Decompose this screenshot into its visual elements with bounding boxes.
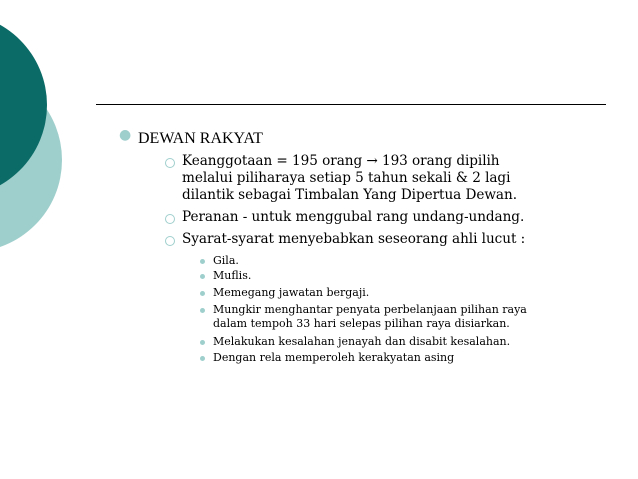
bullet-dot-icon	[200, 259, 205, 264]
point-line: Keanggotaan = 195 orang → 193 orang dipilih	[182, 153, 500, 169]
bullet-ring-icon	[165, 214, 175, 224]
bullet-dot-icon	[200, 356, 205, 361]
subpoint-line: Memegang jawatan bergaji.	[213, 286, 370, 299]
subpoint-line: Melakukan kesalahan jenayah dan disabit kesalahan.	[213, 335, 511, 348]
subpoint-line: Mungkir menghantar penyata perbelanjaan pilihan raya	[213, 303, 527, 316]
slide-heading: DEWAN RAKYAT	[138, 130, 263, 147]
bullet-dot-icon	[200, 274, 205, 279]
point-line: dilantik sebagai Timbalan Yang Dipertua Dewan.	[182, 187, 517, 203]
bullet-ring-icon	[165, 236, 175, 246]
subpoint-line: Dengan rela memperoleh kerakyatan asing	[213, 351, 455, 364]
subpoint-criminal	[213, 335, 593, 349]
subpoint-line: dalam tempoh 33 hari selepas pilihan raya disiarkan.	[213, 317, 510, 330]
bullet-dot-icon	[200, 308, 205, 313]
point-line: Syarat-syarat menyebabkan seseorang ahli lucut :	[182, 231, 526, 247]
bullet-dot-icon	[200, 340, 205, 345]
bullet-dot-icon	[200, 291, 205, 296]
point-conditions	[182, 231, 602, 248]
bullet-dot-icon: ●	[119, 127, 132, 143]
subpoint-expense-report	[213, 303, 593, 331]
subpoint-paid-office	[213, 286, 593, 300]
subpoint-citizenship	[213, 351, 593, 365]
point-line: Peranan - untuk menggubal rang undang-undang.	[182, 209, 525, 225]
subpoint-gila	[213, 254, 593, 268]
bullet-ring-icon	[165, 158, 175, 168]
subpoint-line: Gila.	[213, 254, 239, 267]
subpoint-muflis	[213, 269, 593, 283]
subpoint-line: Muflis.	[213, 269, 252, 282]
point-line: melalui piliharaya setiap 5 tahun sekali & 2 lagi	[182, 170, 511, 186]
point-membership	[182, 153, 602, 204]
point-role	[182, 209, 602, 226]
